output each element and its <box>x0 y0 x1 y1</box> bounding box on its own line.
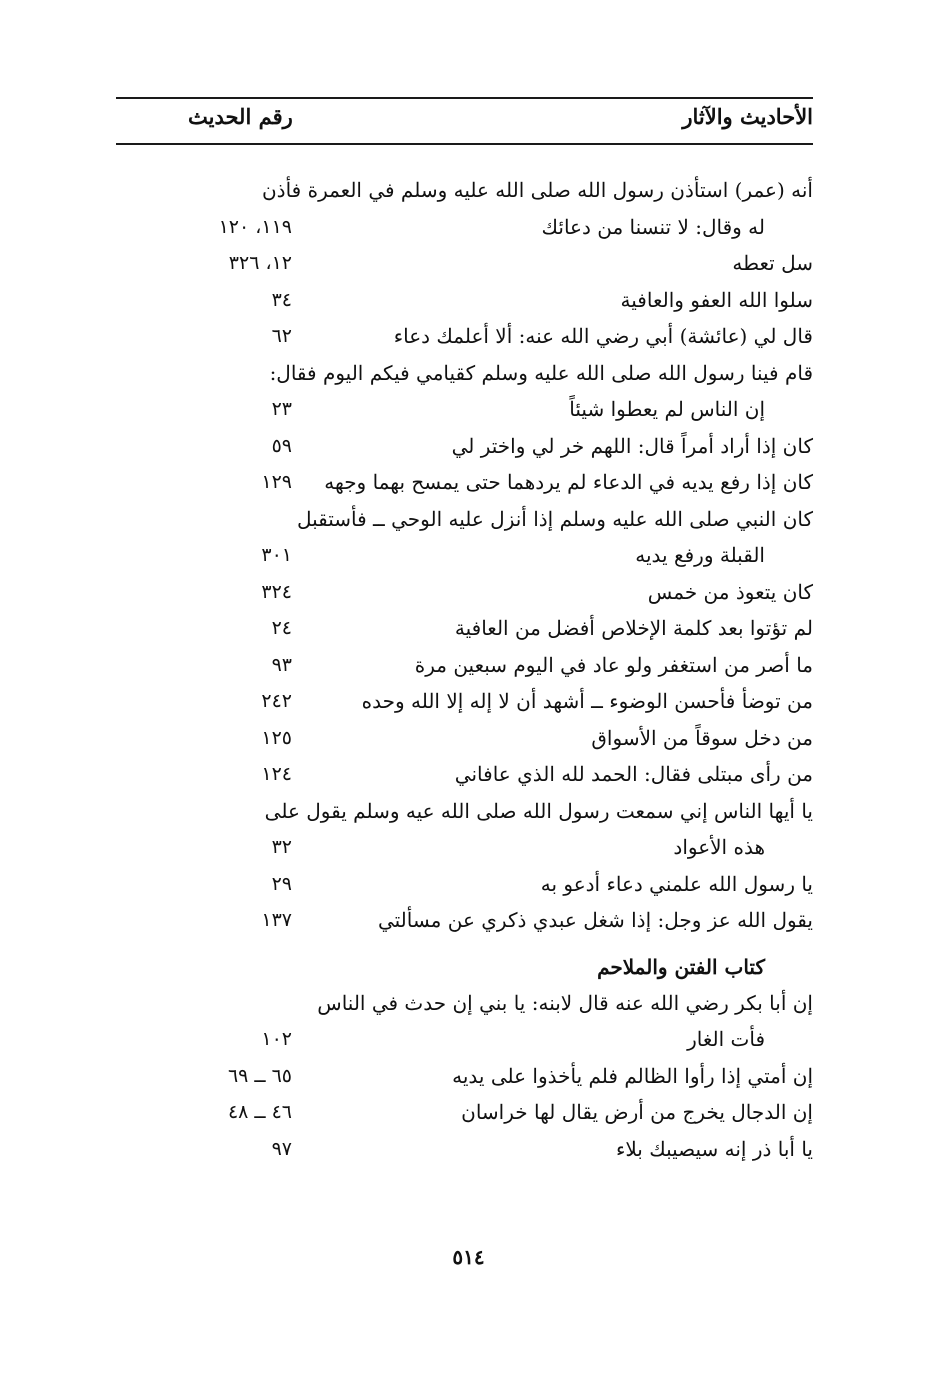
entry-line <box>116 647 813 684</box>
index-entry <box>116 574 813 611</box>
hadith-text: يا رسول الله علمني دعاء أدعو به <box>540 871 813 896</box>
hadith-number: ٣٢٤ <box>261 580 292 603</box>
hadith-text: يا أبا ذر إنه سيصيبك بلاء <box>615 1136 813 1161</box>
entry-line <box>116 574 813 611</box>
index-entry <box>116 1058 813 1095</box>
entry-line <box>116 866 813 903</box>
index-entry <box>116 172 813 245</box>
entry-line <box>116 355 813 392</box>
entry-continuation-line <box>116 391 813 428</box>
entry-line <box>116 902 813 939</box>
hadith-text: سلوا الله العفو والعافية <box>620 287 813 312</box>
section-heading <box>116 939 813 985</box>
hadith-text: القبلة ورفع يديه <box>635 543 765 567</box>
hadith-text: يا أيها الناس إني سمعت رسول الله صلى الله عيه وسلم يقول على <box>264 798 813 823</box>
page-number: ٥١٤ <box>452 1245 485 1269</box>
hadith-number: ٦٢ <box>271 325 292 347</box>
header-bottom-rule <box>116 143 813 145</box>
index-entry <box>116 282 813 319</box>
index-entry <box>116 756 813 793</box>
hadith-text: هذه الأعواد <box>673 835 765 859</box>
entry-line <box>116 1094 813 1131</box>
hadith-text: قام فينا رسول الله صلى الله عليه وسلم كقيامي فيكم اليوم فقال: <box>269 360 813 385</box>
hadith-text: من توضأ فأحسن الوضوء ــ أشهد أن لا إله إلا الله وحده <box>361 689 813 713</box>
hadith-number: ١٢٥ <box>261 726 292 749</box>
index-entry <box>116 985 813 1058</box>
hadith-number: ١٢، ٣٢٦ <box>228 252 292 274</box>
entry-line <box>116 985 813 1022</box>
entry-line <box>116 464 813 501</box>
entry-line <box>116 683 813 720</box>
entry-line <box>116 428 813 465</box>
column-title-hadith-number: رقم الحديث <box>188 104 293 129</box>
hadith-number: ١٢٩ <box>261 471 292 493</box>
index-entry <box>116 318 813 355</box>
hadith-number: ٦٥ ــ ٦٩ <box>227 1064 292 1087</box>
index-entry <box>116 902 813 939</box>
index-entry <box>116 1094 813 1131</box>
hadith-text: إن الناس لم يعطوا شيئاً <box>569 397 765 421</box>
hadith-number: ١٢٤ <box>261 763 292 785</box>
hadith-text: كان يتعوذ من خمس <box>647 579 813 604</box>
index-entry <box>116 464 813 501</box>
hadith-number: ٣٢ <box>271 836 292 858</box>
entry-continuation-line <box>116 829 813 866</box>
hadith-number: ٤٦ ــ ٤٨ <box>227 1101 292 1123</box>
hadith-number: ٥٩ <box>271 434 292 457</box>
column-title-hadiths: الأحاديث والآثار <box>682 104 813 129</box>
hadith-number: ٩٣ <box>271 653 292 676</box>
index-entry <box>116 1131 813 1168</box>
hadith-text: كان إذا رفع يديه في الدعاء لم يردهما حتى يمسح بهما وجهه <box>324 470 813 494</box>
index-entry <box>116 683 813 720</box>
hadith-text: له وقال: لا تنسنا من دعائك <box>541 214 765 239</box>
index-entry <box>116 501 813 574</box>
hadith-text: ما أصر من استغفر ولو عاد في اليوم سبعين مرة <box>414 652 813 677</box>
hadith-number: ٢٣ <box>271 398 292 420</box>
entry-line <box>116 1058 813 1095</box>
entry-line <box>116 172 813 209</box>
index-entry <box>116 793 813 866</box>
entry-line <box>116 756 813 793</box>
entry-line <box>116 1131 813 1168</box>
index-entry <box>116 866 813 903</box>
header-top-rule <box>116 97 813 99</box>
hadith-number: ٢٤ <box>271 617 292 639</box>
entry-continuation-line <box>116 537 813 574</box>
hadith-number: ٣٠١ <box>261 544 292 566</box>
entry-line <box>116 501 813 538</box>
hadith-text: من رأى مبتلى فقال: الحمد لله الذي عافاني <box>454 762 813 786</box>
index-entry <box>116 355 813 428</box>
hadith-number: ٣٤ <box>271 288 292 311</box>
hadith-text: سل تعطه <box>732 251 813 275</box>
entry-line <box>116 318 813 355</box>
entry-line <box>116 610 813 647</box>
hadith-text: يقول الله عز وجل: إذا شغل عبدي ذكري عن مسألتي <box>377 908 813 932</box>
index-entry <box>116 647 813 684</box>
hadith-text: قال لي (عائشة) أبي رضي الله عنه: ألا أعلمك دعاء <box>393 324 813 348</box>
entry-continuation-line <box>116 1021 813 1058</box>
hadith-number: ٢٩ <box>271 872 292 895</box>
entry-line <box>116 245 813 282</box>
hadith-number: ١٠٢ <box>261 1028 292 1050</box>
hadith-text: إن الدجال يخرج من أرض يقال لها خراسان <box>461 1100 813 1124</box>
hadith-text: أنه (عمر) استأذن رسول الله صلى الله عليه وسلم في العمرة فأذن <box>261 178 813 202</box>
hadith-number: ٩٧ <box>271 1137 292 1160</box>
hadith-number: ٢٤٢ <box>261 690 292 712</box>
section-heading-text: كتاب الفتن والملاحم <box>597 954 765 979</box>
hadith-text: لم تؤتوا بعد كلمة الإخلاص أفضل من العافية <box>454 616 813 640</box>
index-entry <box>116 428 813 465</box>
index-entry <box>116 720 813 757</box>
hadith-text: كان إذا أراد أمراً قال: اللهم خر لي واختر لي <box>451 433 813 458</box>
index-entry <box>116 610 813 647</box>
hadith-number: ١١٩، ١٢٠ <box>218 215 292 238</box>
hadith-text: إن أمتي إذا رأوا الظالم فلم يأخذوا على يديه <box>452 1063 813 1088</box>
index-entry <box>116 245 813 282</box>
entry-line <box>116 793 813 830</box>
hadith-text: إن أبا بكر رضي الله عنه قال لابنه: يا بني إن حدث في الناس <box>317 990 813 1015</box>
hadith-index-list <box>116 172 813 1167</box>
entry-continuation-line <box>116 209 813 246</box>
entry-line <box>116 282 813 319</box>
hadith-number: ١٣٧ <box>261 909 292 931</box>
hadith-text: كان النبي صلى الله عليه وسلم إذا أنزل عليه الوحي ــ فأستقبل <box>296 506 813 531</box>
hadith-text: فأت الغار <box>687 1027 765 1051</box>
entry-line <box>116 720 813 757</box>
hadith-text: من دخل سوقاً من الأسواق <box>591 725 813 750</box>
